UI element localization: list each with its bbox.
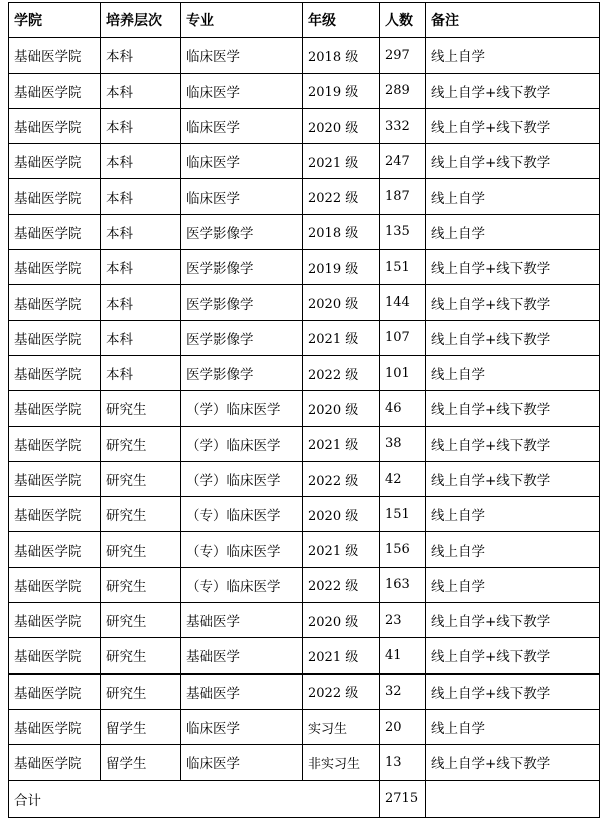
cell-major: 医学影像学 [181,285,303,320]
cell-remark: 线上自学 [426,355,600,390]
cell-college: 基础医学院 [9,567,101,602]
cell-college: 基础医学院 [9,426,101,461]
cell-level: 留学生 [101,709,181,744]
cell-level: 研究生 [101,497,181,532]
table-row [9,497,600,532]
cell-level: 研究生 [101,532,181,567]
cell-remark: 线上自学 [426,532,600,567]
cell-grade: 2022 级 [303,179,380,214]
cell-level: 本科 [101,250,181,285]
table-row [9,320,600,355]
cell-count: 289 [380,73,426,108]
cell-grade: 2022 级 [303,674,380,710]
header-level: 培养层次 [101,3,181,38]
cell-college: 基础医学院 [9,745,101,780]
cell-level: 本科 [101,179,181,214]
cell-grade: 2022 级 [303,355,380,390]
cell-college: 基础医学院 [9,73,101,108]
cell-grade: 2020 级 [303,603,380,638]
cell-level: 留学生 [101,745,181,780]
header-remark: 备注 [426,3,600,38]
table-row [9,461,600,496]
header-major: 专业 [181,3,303,38]
cell-level: 研究生 [101,603,181,638]
table-row [9,674,600,710]
table-row [9,355,600,390]
cell-level: 研究生 [101,638,181,674]
cell-count: 46 [380,391,426,426]
cell-grade: 2021 级 [303,144,380,179]
cell-level: 研究生 [101,391,181,426]
cell-major: 医学影像学 [181,355,303,390]
cell-grade: 2020 级 [303,391,380,426]
table-row [9,179,600,214]
enrollment-table [8,2,600,818]
cell-count: 187 [380,179,426,214]
cell-major: 临床医学 [181,38,303,73]
header-college: 学院 [9,3,101,38]
cell-grade: 2018 级 [303,38,380,73]
total-label: 合计 [9,780,380,817]
cell-college: 基础医学院 [9,638,101,674]
cell-grade: 2021 级 [303,638,380,674]
cell-major: 医学影像学 [181,214,303,249]
cell-count: 23 [380,603,426,638]
cell-major: 基础医学 [181,638,303,674]
cell-college: 基础医学院 [9,108,101,143]
table-row [9,250,600,285]
cell-major: （专）临床医学 [181,497,303,532]
cell-count: 163 [380,567,426,602]
cell-college: 基础医学院 [9,391,101,426]
cell-major: 临床医学 [181,745,303,780]
cell-remark: 线上自学+线下教学 [426,603,600,638]
cell-count: 156 [380,532,426,567]
cell-level: 本科 [101,320,181,355]
cell-remark: 线上自学+线下教学 [426,108,600,143]
cell-major: 临床医学 [181,709,303,744]
cell-college: 基础医学院 [9,461,101,496]
cell-major: （学）临床医学 [181,461,303,496]
cell-college: 基础医学院 [9,355,101,390]
table-row [9,603,600,638]
cell-count: 20 [380,709,426,744]
cell-count: 107 [380,320,426,355]
cell-major: （专）临床医学 [181,567,303,602]
cell-count: 297 [380,38,426,73]
table-row [9,638,600,674]
cell-major: 临床医学 [181,179,303,214]
cell-major: 医学影像学 [181,320,303,355]
cell-grade: 2020 级 [303,285,380,320]
total-note [426,780,600,817]
cell-college: 基础医学院 [9,709,101,744]
cell-major: 基础医学 [181,603,303,638]
cell-major: 医学影像学 [181,250,303,285]
cell-college: 基础医学院 [9,144,101,179]
table-row [9,745,600,780]
header-grade: 年级 [303,3,380,38]
cell-major: （学）临床医学 [181,391,303,426]
cell-level: 研究生 [101,567,181,602]
cell-level: 本科 [101,144,181,179]
cell-grade: 2021 级 [303,532,380,567]
cell-count: 42 [380,461,426,496]
table-row [9,285,600,320]
cell-count: 38 [380,426,426,461]
table-row [9,38,600,73]
cell-remark: 线上自学 [426,497,600,532]
cell-count: 144 [380,285,426,320]
cell-level: 本科 [101,355,181,390]
cell-college: 基础医学院 [9,38,101,73]
cell-level: 本科 [101,285,181,320]
enrollment-table-container [8,2,600,818]
cell-grade: 2020 级 [303,497,380,532]
cell-college: 基础医学院 [9,179,101,214]
cell-college: 基础医学院 [9,603,101,638]
cell-grade: 2019 级 [303,73,380,108]
cell-grade: 非实习生 [303,745,380,780]
cell-level: 本科 [101,108,181,143]
cell-college: 基础医学院 [9,250,101,285]
cell-remark: 线上自学+线下教学 [426,285,600,320]
cell-college: 基础医学院 [9,320,101,355]
cell-college: 基础医学院 [9,674,101,710]
cell-grade: 实习生 [303,709,380,744]
table-row [9,426,600,461]
cell-remark: 线上自学 [426,709,600,744]
cell-count: 151 [380,497,426,532]
table-row [9,144,600,179]
cell-count: 41 [380,638,426,674]
cell-remark: 线上自学 [426,179,600,214]
cell-remark: 线上自学+线下教学 [426,144,600,179]
cell-remark: 线上自学+线下教学 [426,638,600,674]
cell-grade: 2022 级 [303,461,380,496]
table-header-row [9,3,600,38]
cell-grade: 2020 级 [303,108,380,143]
table-row [9,709,600,744]
table-row [9,108,600,143]
cell-major: 基础医学 [181,674,303,710]
cell-level: 本科 [101,38,181,73]
cell-count: 332 [380,108,426,143]
cell-remark: 线上自学 [426,567,600,602]
cell-major: 临床医学 [181,144,303,179]
cell-remark: 线上自学 [426,214,600,249]
cell-grade: 2021 级 [303,320,380,355]
cell-remark: 线上自学+线下教学 [426,674,600,710]
cell-level: 研究生 [101,461,181,496]
cell-remark: 线上自学 [426,38,600,73]
cell-count: 32 [380,674,426,710]
cell-college: 基础医学院 [9,214,101,249]
cell-college: 基础医学院 [9,497,101,532]
cell-grade: 2019 级 [303,250,380,285]
cell-level: 研究生 [101,674,181,710]
cell-remark: 线上自学+线下教学 [426,461,600,496]
cell-level: 本科 [101,73,181,108]
cell-count: 135 [380,214,426,249]
table-body [9,38,600,780]
cell-major: （学）临床医学 [181,426,303,461]
table-row [9,391,600,426]
cell-major: 临床医学 [181,108,303,143]
cell-remark: 线上自学+线下教学 [426,73,600,108]
cell-count: 247 [380,144,426,179]
total-value: 2715 [380,780,426,817]
table-row [9,567,600,602]
cell-count: 151 [380,250,426,285]
cell-level: 本科 [101,214,181,249]
total-row [9,780,600,817]
cell-remark: 线上自学+线下教学 [426,320,600,355]
cell-level: 研究生 [101,426,181,461]
cell-grade: 2018 级 [303,214,380,249]
header-count: 人数 [380,3,426,38]
table-row [9,73,600,108]
cell-major: 临床医学 [181,73,303,108]
cell-college: 基础医学院 [9,285,101,320]
table-row [9,214,600,249]
cell-major: （专）临床医学 [181,532,303,567]
cell-grade: 2021 级 [303,426,380,461]
cell-remark: 线上自学+线下教学 [426,745,600,780]
cell-grade: 2022 级 [303,567,380,602]
table-row [9,532,600,567]
cell-count: 101 [380,355,426,390]
cell-college: 基础医学院 [9,532,101,567]
cell-remark: 线上自学+线下教学 [426,391,600,426]
cell-remark: 线上自学+线下教学 [426,426,600,461]
cell-remark: 线上自学+线下教学 [426,250,600,285]
cell-count: 13 [380,745,426,780]
